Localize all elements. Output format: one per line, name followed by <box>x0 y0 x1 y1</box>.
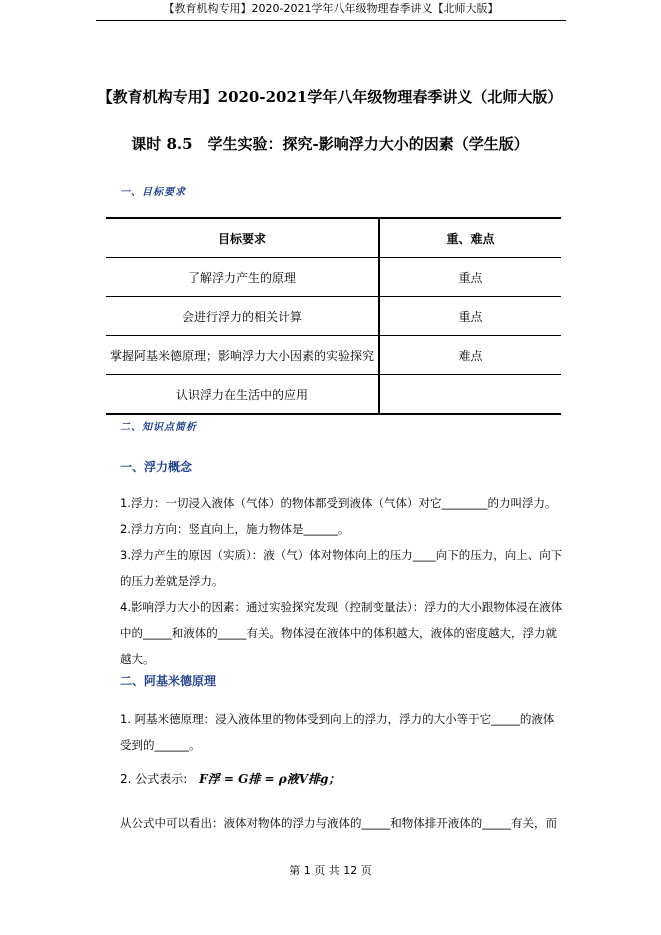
paragraph-2: 2.浮力方向：竖直向上，施力物体是______。 <box>120 522 350 536</box>
formula-label: 2. 公式表示: <box>120 772 188 786</box>
page-footer: 第 1 页 共 12 页 <box>289 864 372 877</box>
table-header-goal: 目标要求 <box>106 218 379 258</box>
formula-explanation: 从公式中可以看出：液体对物体的浮力与液体的_____和物体排开液体的_____有关，而 <box>120 816 557 830</box>
table-cell-goal: 了解浮力产生的原理 <box>106 258 379 297</box>
archimedes-paragraph: 1. 阿基米德原理：浸入液体里的物体受到向上的浮力，浮力的大小等于它_____的液体受到的______。 <box>120 712 555 752</box>
table-cell-goal: 会进行浮力的相关计算 <box>106 297 379 336</box>
table-cell-level <box>379 375 561 415</box>
table-cell-level: 重点 <box>458 270 483 285</box>
formula-equation: F浮 = G排 = ρ液V排g； <box>199 772 341 786</box>
document-title: 【教育机构专用】2020-2021学年八年级物理春季讲义（北师大版） <box>97 88 563 106</box>
running-header: 【教育机构专用】2020-2021学年八年级物理春季讲义【北师大版】 <box>96 0 566 21</box>
table-cell-level: 难点 <box>458 348 483 363</box>
goals-table <box>106 217 561 415</box>
lesson-title: 课时 8.5 学生实验：探究-影响浮力大小的因素（学生版） <box>131 135 529 153</box>
table-row <box>106 297 561 336</box>
archimedes-heading: 二、阿基米德原理 <box>120 674 217 688</box>
section-goals-heading: 一、目标要求 <box>120 187 186 198</box>
table-row <box>106 258 561 297</box>
table-cell-goal: 认识浮力在生活中的应用 <box>106 375 379 415</box>
table-header-level: 重、难点 <box>446 231 495 246</box>
section-knowledge-heading: 二、知识点简析 <box>120 422 197 433</box>
table-cell-level: 重点 <box>458 309 483 324</box>
formula-line <box>120 770 340 787</box>
paragraph-3: 3.浮力产生的原因（实质）：液（气）体对物体向上的压力____向下的压力，向上、向下的压力差就是浮力。 <box>120 548 563 588</box>
paragraph-4: 4.影响浮力大小的因素：通过实验探究发现（控制变量法）：浮力的大小跟物体浸在液体中的_____和液体的_____有关。物体浸在液体中的体积越大，液体的密度越大，浮力就越大。 <box>120 600 563 666</box>
table-cell-goal: 掌握阿基米德原理；影响浮力大小因素的实验探究 <box>106 336 379 375</box>
paragraph-1: 1.浮力：一切浸入液体（气体）的物体都受到液体（气体）对它________的力叫浮力。 <box>120 496 557 510</box>
table-row <box>106 375 561 415</box>
table-header-row <box>106 218 561 258</box>
table-row <box>106 336 561 375</box>
buoyancy-concept-heading: 一、浮力概念 <box>120 460 193 474</box>
